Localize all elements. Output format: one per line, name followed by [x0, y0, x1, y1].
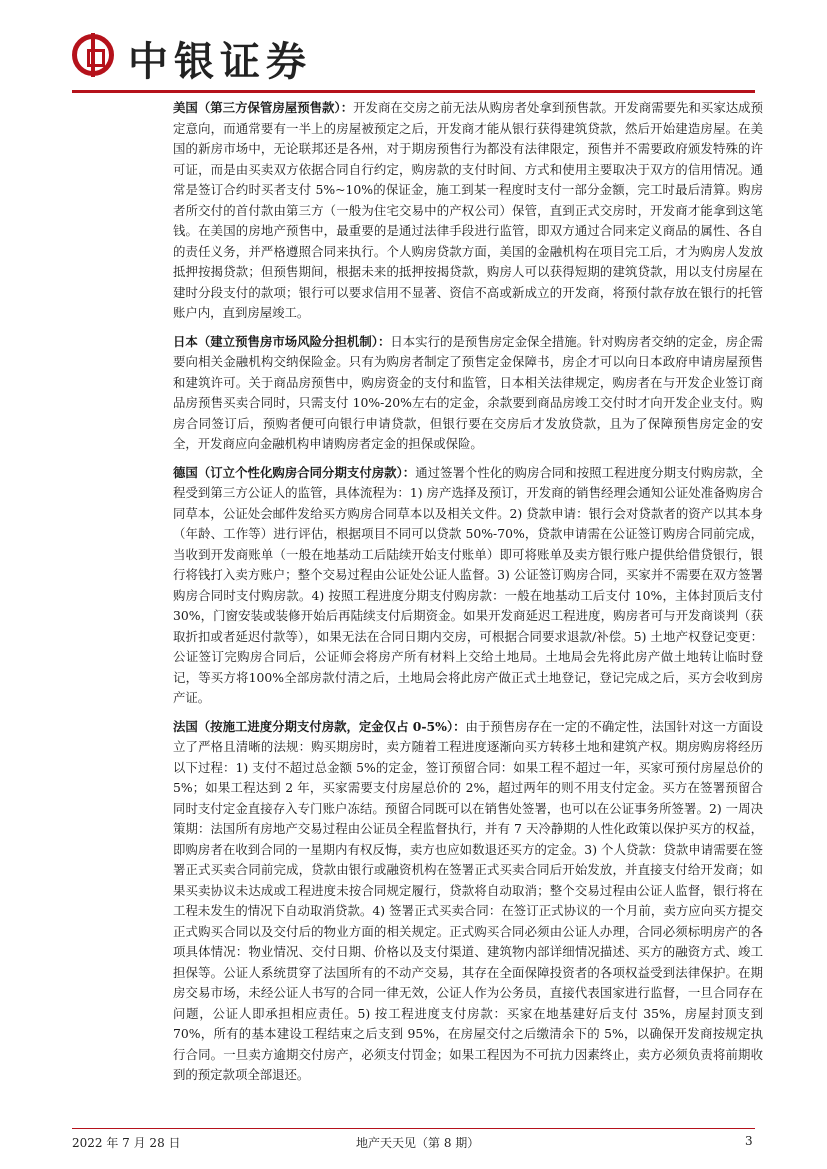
- paragraph-text: 开发商在交房之前无法从购房者处拿到预售款。开发商需要先和买家达成预定意向，而通常要有一半上的房屋被预定之后，开发商才能从银行获得建筑贷款，然后开始建造房屋。在美国的新房市场中，无论联邦还是各州，对于期房预售行为都没有法律限定，预售并不需要政府颁发特殊的许可证，而是由买卖双方依据合同自行约定，购房款的支付时间、方式和使用主要取决于双方的信用情况。通常是签订合约时买者支付 5%~10%的保证金，施工到某一程度时支付一部分金额，完工时最后清算。购房者所交付的首付款由第三方（一般为住宅交易中的产权公司）保管，直到正式交房时，开发商才能拿到这笔钱。在美国的房地产预售中，最重要的是通过法律手段进行监管，即双方通过合同来定义商品的属性、各自的责任义务，并严格遵照合同来执行。个人购房贷款方面，美国的金融机构在项目完工后，才为购房人发放抵押按揭贷款；但预售期间，根据未来的抵押按揭贷款，购房人可以获得短期的建筑贷款，用以支付房屋在建时分段支付的款项；银行可以要求信用不显著、资信不高或新成立的开发商，将预付款存放在银行的托管账户内，直到房屋竣工。: [173, 100, 763, 320]
- paragraph-text: 由于预售房存在一定的不确定性，法国针对这一方面设立了严格且清晰的法规：购买期房时，卖方随着工程进度逐渐向买方转移土地和建筑产权。期房购房将经历以下过程：1) 支付不超过总金额 5%的定金，签订预留合同：如果工程不超过一年，买家可预付房屋总价的 5%；如果工程达到 2 年，买家需要支付房屋总价的 2%，超过两年的则不用支付定金。买方在签署预留合同时支付定金直接存入专门账户冻结。预留合同既可以在销售处签署，也可以在公证事务所签署。2) 一周决策期：法国所有房地产交易过程由公证员全程监督执行，并有 7 天冷静期的人性化政策以保护买方的权益，即购房者在收到合同的一星期内有权反悔，卖方也应如数退还买方的定金。3) 个人贷款：贷款申请需要在签署正式买卖合同前完成，贷款由银行或融资机构在签署正式买卖合同后开始发放，并直接支付给开发商；如果买卖协议未达成或工程进度未按合同规定履行，贷款将自动取消；整个交易过程由公证人监督，银行将在工程未发生的情况下自动取消贷款。4) 签署正式买卖合同：在签订正式协议的一个月前，卖方应向买方提交正式购买合同以及交付后的物业方面的相关规定。正式购买合同必须由公证人办理，合同必须标明房产的各项具体情况：物业情况、交付日期、价格以及支付渠道、建筑物内部详细情况描述、买方的融资方式、竣工担保等。公证人系统贯穿了法国所有的不动产交易，其存在全面保障投资者的各项权益受到法律保护。在期房交易市场，未经公证人书写的合同一律无效，公证人作为公务员，直接代表国家进行监督，一旦合同存在问题，公证人即承担相应责任。5) 按工程进度支付房款：买家在地基建好后支付 35%，房屋封顶支到 70%，所有的基本建设工程结束之后支到 95%，在房屋交付之后缴清余下的 5%，以确保开发商按规定执行合同。一旦卖方逾期交付房产，必须支付罚金；如果工程因为不可抗力因素终止，卖方必须负责将前期收到的预定款项全部退还。: [173, 718, 763, 1082]
- footer-publication-title: 地产天天见（第 8 期）: [356, 1136, 480, 1150]
- header-divider: [72, 90, 755, 93]
- logo-square: [87, 49, 105, 67]
- paragraph-text: 通过签署个性化的购房合同和按照工程进度分期支付购房款，全程受到第三方公证人的监管，具体流程为：1) 房产选择及预订，开发商的销售经理会通知公证处准备购房合同草本，公证处会邮件发给买方购房合同草本以及相关文件。2) 贷款申请：银行会对贷款者的资产以其本身（年龄、工作等）进行评估，根据项目不同可以贷款 50%-70%，贷款申请需在公证签订购房合同前完成，当收到开发商账单（一般在地基动工后陆续开始支付账单）即可将账单及卖方银行账户提供给借贷银行，银行将钱打入卖方账户；整个交易过程由公证处公证人监督。3) 公证签订购房合同，买家并不需要在双方签署购房合同时支付购房款。4) 按照工程进度分期支付购房款：一般在地基动工后支付 10%，主体封顶后支付 30%，门窗安装或装修开始后再陆续支付后期资金。如果开发商延迟工程进度，购房者可与开发商谈判（获取折扣或者延迟付款等），如果无法在合同日期内交房，可根据合同要求退款/补偿。5) 土地产权登记变更：公证签订完购房合同后，公证师会将房产所有材料上交给土地局。土地局会先将此房产做土地转让临时登记，等买方将100%全部房款付清之后，土地局会将此房产做正式土地登记，登记完成之后，买方会收到房产证。: [173, 464, 763, 705]
- paragraph-usa: [173, 98, 763, 324]
- paragraph-germany: [173, 463, 763, 709]
- paragraph-lead: 美国（第三方保管房屋预售款）：: [173, 100, 354, 115]
- paragraph-text: 日本实行的是预售房定金保全措施。针对购房者交纳的定金，房企需要向相关金融机构交纳保险金。只有为购房者制定了预售定金保障书，房企才可以向日本政府申请房屋预售和建筑许可。关于商品房预售中，购房资金的支付和监管，日本相关法律规定，购房者在与开发企业签订商品房预售买卖合同时，只需支付 10%-20%左右的定金，余款要到商品房竣工交付时才向开发企业支付。购房合同签订后，预购者便可向银行申请贷款，但银行要在交房后才发放贷款，且为了保障预售房定金的安全，开发商应向金融机构申请购房者定金的担保或保险。: [173, 333, 763, 451]
- article-body: [173, 98, 763, 1094]
- paragraph-lead: 法国（按施工进度分期支付房款，定金仅占 0-5%）：: [173, 718, 466, 734]
- footer-date: 2022 年 7 月 28 日: [72, 1136, 181, 1150]
- page-header: [72, 30, 772, 92]
- paragraph-japan: [173, 332, 763, 455]
- paragraph-lead: 日本（建立预售房市场风险分担机制）：: [173, 333, 391, 349]
- bank-of-china-logo-icon: [72, 34, 114, 76]
- paragraph-france: [173, 717, 763, 1086]
- page-number: 3: [745, 1134, 753, 1148]
- brand-name: 中银证券: [128, 39, 312, 85]
- paragraph-lead: 德国（订立个性化购房合同分期支付房款）：: [173, 464, 416, 480]
- footer-divider: [72, 1128, 755, 1129]
